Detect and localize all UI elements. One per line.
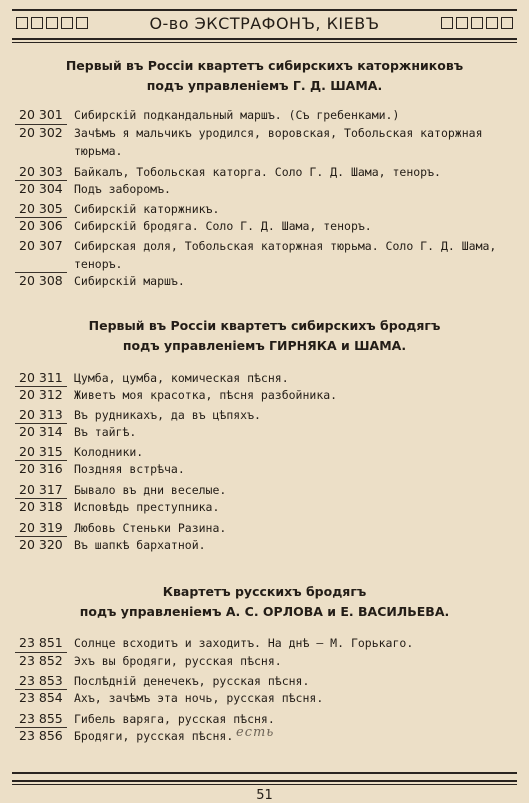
list-item xyxy=(0,272,529,290)
header-rule-thin xyxy=(12,42,517,43)
header-rule-top xyxy=(12,9,517,11)
page-number: 51 xyxy=(256,788,273,803)
record-title: Гибель варяга, русская пѣсня. xyxy=(74,712,275,726)
list-item xyxy=(0,106,529,124)
section-heading-line2: подъ управленіемъ А. С. ОРЛОВА и Е. ВАСИЛЬЕВА. xyxy=(79,604,450,619)
record-title: Послѣдній денечекъ, русская пѣсня. xyxy=(74,674,310,688)
section-heading-line2: подъ управленіемъ Г. Д. ШАМА. xyxy=(146,78,383,93)
record-title: Живетъ моя красотка, пѣсня разбойника. xyxy=(74,388,338,402)
record-title: Въ шапкѣ бархатной. xyxy=(74,538,206,552)
list-item xyxy=(0,180,529,198)
record-number: 20 315 xyxy=(19,444,63,459)
record-number: 20 319 xyxy=(19,520,63,535)
record-title: Сибирскій каторжникъ. xyxy=(74,202,220,216)
record-number: 23 852 xyxy=(19,653,63,668)
list-item xyxy=(0,519,529,537)
record-number: 20 320 xyxy=(19,537,63,552)
list-item xyxy=(0,634,529,652)
section-heading-line1: Первый въ Россіи квартетъ сибирскихъ бродягъ xyxy=(88,318,441,333)
record-title: Любовь Стеньки Разина. xyxy=(74,521,227,535)
record-number: 20 308 xyxy=(19,273,63,288)
list-item xyxy=(0,163,529,181)
handwritten-annotation: есть xyxy=(236,725,275,740)
record-number: 20 302 xyxy=(19,125,63,140)
list-item xyxy=(0,481,529,499)
record-number: 20 313 xyxy=(19,407,63,422)
record-title: Солнце всходитъ и заходитъ. На днѣ — М. Горькаго. xyxy=(74,636,414,650)
footer-rule-thin xyxy=(12,784,517,785)
record-number: 20 303 xyxy=(19,164,63,179)
record-number: 20 317 xyxy=(19,482,63,497)
record-title: Колодники. xyxy=(74,445,144,459)
list-item xyxy=(0,689,529,707)
list-item xyxy=(0,237,529,273)
record-title: Сибирская доля, Тобольская каторжная тюрьма. Соло Г. Д. Шама, теноръ. xyxy=(74,239,497,271)
list-item xyxy=(0,536,529,554)
record-title: Бродяги, русская пѣсня. xyxy=(74,729,234,743)
list-item xyxy=(0,460,529,478)
record-title: Сибирскій маршъ. xyxy=(74,274,185,288)
record-title: Въ тайгѣ. xyxy=(74,425,137,439)
record-number: 20 306 xyxy=(19,218,63,233)
list-item xyxy=(0,672,529,690)
page-header-title: О-во ЭКСТРАФОНЪ, КIЕВЪ xyxy=(149,14,380,33)
record-number: 23 854 xyxy=(19,690,63,705)
record-number: 20 318 xyxy=(19,499,63,514)
record-number: 23 851 xyxy=(19,635,63,650)
record-title: Зачѣмъ я мальчикъ уродился, воровская, Тобольская каторжная тюрьма. xyxy=(74,126,483,158)
record-title: Цумба, цумба, комическая пѣсня. xyxy=(74,371,289,385)
record-title: Исповѣдь преступника. xyxy=(74,500,220,514)
record-number: 20 311 xyxy=(19,370,63,385)
record-title: Бывало въ дни веселые. xyxy=(74,483,227,497)
list-item xyxy=(0,423,529,441)
record-number: 20 314 xyxy=(19,424,63,439)
record-title: Эхъ вы бродяги, русская пѣсня. xyxy=(74,654,282,668)
record-number: 23 856 xyxy=(19,728,63,743)
footer-rule-middle xyxy=(12,780,517,782)
list-item xyxy=(0,200,529,218)
record-number: 20 304 xyxy=(19,181,63,196)
record-title: Въ рудникахъ, да въ цѣпяхъ. xyxy=(74,408,261,422)
record-title: Подъ заборомъ. xyxy=(74,182,171,196)
record-number: 23 853 xyxy=(19,673,63,688)
record-title: Сибирскій бродяга. Соло Г. Д. Шама, теноръ. xyxy=(74,219,372,233)
list-item xyxy=(0,652,529,670)
record-title: Поздняя встрѣча. xyxy=(74,462,185,476)
list-item xyxy=(0,406,529,424)
header-ornament-right xyxy=(441,17,513,29)
header-rule-bottom xyxy=(12,38,517,40)
record-number: 20 316 xyxy=(19,461,63,476)
list-item xyxy=(0,369,529,387)
record-number: 20 312 xyxy=(19,387,63,402)
section-heading-line1: Первый въ Россіи квартетъ сибирскихъ каторжниковъ xyxy=(65,58,464,73)
section-heading-line2: подъ управленіемъ ГИРНЯКА и ШАМА. xyxy=(122,338,407,353)
record-title: Сибирскій подкандальный маршъ. (Съ гребенками.) xyxy=(74,108,400,122)
list-item xyxy=(0,443,529,461)
list-item xyxy=(0,217,529,235)
list-item xyxy=(0,498,529,516)
record-number: 20 301 xyxy=(19,107,63,122)
record-number: 20 307 xyxy=(19,238,63,253)
list-item xyxy=(0,386,529,404)
section-heading-line1: Квартетъ русскихъ бродягъ xyxy=(162,584,367,599)
record-number: 23 855 xyxy=(19,711,63,726)
record-title: Ахъ, зачѣмъ эта ночь, русская пѣсня. xyxy=(74,691,324,705)
record-number: 20 305 xyxy=(19,201,63,216)
list-item xyxy=(0,124,529,160)
footer-rule-top xyxy=(12,772,517,774)
record-title: Байкалъ, Тобольская каторга. Соло Г. Д. Шама, теноръ. xyxy=(74,165,441,179)
